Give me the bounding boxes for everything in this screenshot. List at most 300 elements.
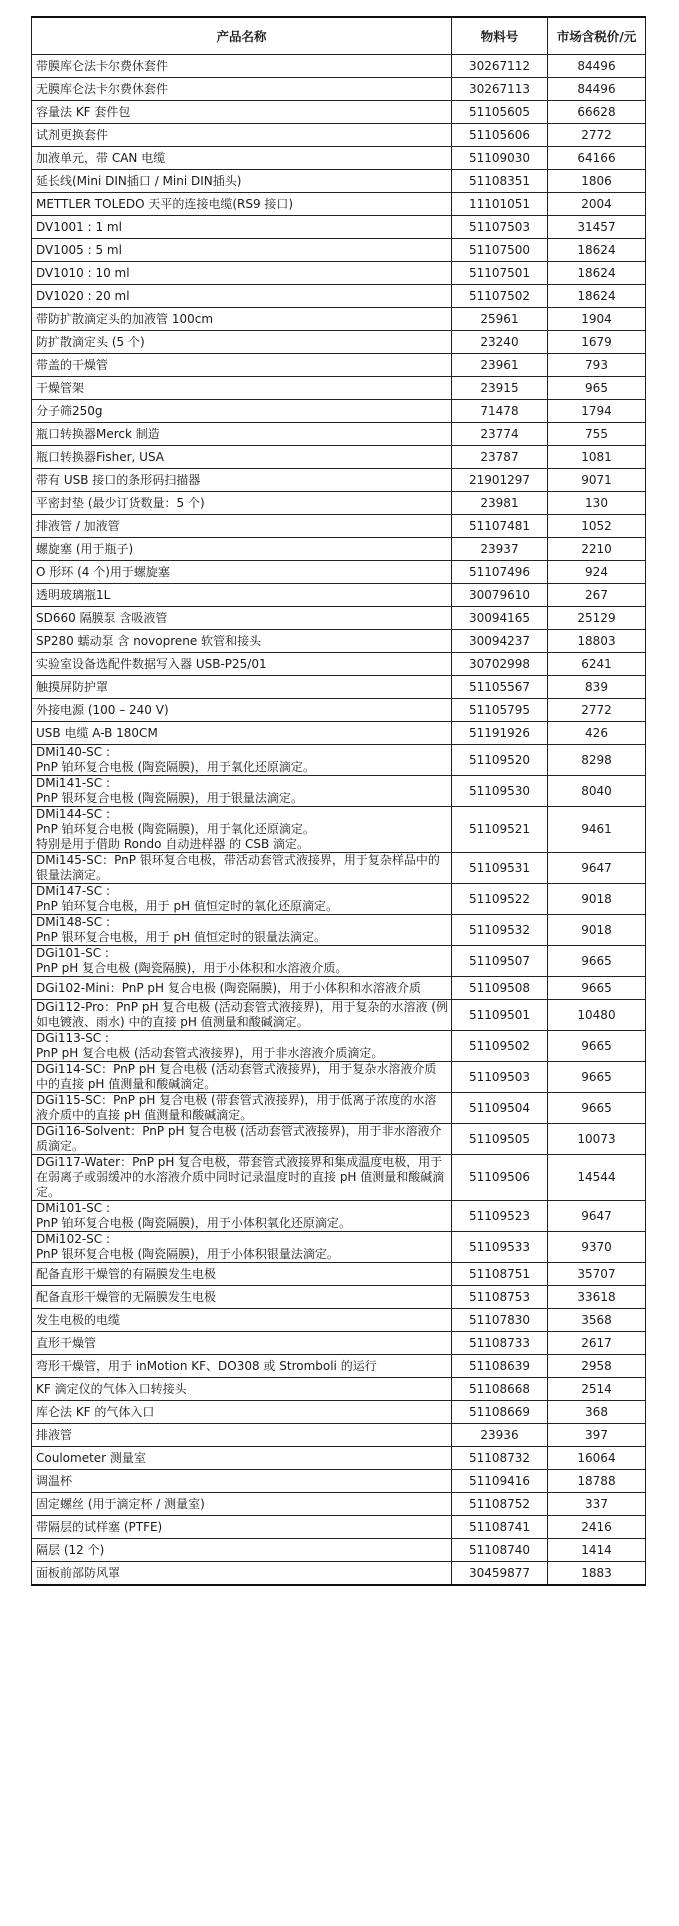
product-name-cell [32, 807, 452, 853]
price: 10073 [548, 1124, 646, 1155]
table-row [32, 776, 646, 807]
price: 9665 [548, 1062, 646, 1093]
part-number: 51105606 [452, 124, 548, 147]
product-name-cell [32, 607, 452, 630]
product-name: DGi102-Mini：PnP pH 复合电极 (陶瓷隔膜)，用于小体积和水溶液介质 [36, 980, 422, 995]
price: 1794 [548, 400, 646, 423]
table-row [32, 884, 646, 915]
part-number: 51109522 [452, 884, 548, 915]
part-number: 51107500 [452, 239, 548, 262]
product-name: 分子筛250g [36, 403, 103, 418]
product-name: 防扩散滴定头 (5 个) [36, 334, 145, 349]
table-header [32, 17, 646, 55]
product-name: DMi144-SC : PnP 铂环复合电极 (陶瓷隔膜)，用于氧化还原滴定。 特别是用于借助 Rondo 自动进样器 的 CSB 滴定。 [36, 807, 315, 851]
part-number: 51108740 [452, 1539, 548, 1562]
price: 2004 [548, 193, 646, 216]
table-row [32, 653, 646, 676]
part-number: 51107496 [452, 561, 548, 584]
price: 8298 [548, 745, 646, 776]
product-name-cell [32, 193, 452, 216]
price: 18803 [548, 630, 646, 653]
product-name: 带膜库仑法卡尔费休套件 [36, 58, 169, 73]
price: 1414 [548, 1539, 646, 1562]
product-name-cell [32, 308, 452, 331]
price: 9647 [548, 1201, 646, 1232]
header-product-name: 产品名称 [32, 17, 452, 55]
price: 9665 [548, 1093, 646, 1124]
part-number: 51109530 [452, 776, 548, 807]
product-name: Coulometer 测量室 [36, 1450, 146, 1465]
product-name: 排液管 / 加液管 [36, 518, 120, 533]
price: 337 [548, 1493, 646, 1516]
product-name: DGi116-Solvent：PnP pH 复合电极 (活动套管式液接界)，用于非水溶液介质滴定。 [36, 1124, 442, 1153]
product-name-cell [32, 699, 452, 722]
product-name: 带防扩散滴定头的加液管 100cm [36, 311, 214, 326]
table-row [32, 977, 646, 1000]
product-name-cell [32, 653, 452, 676]
price: 1052 [548, 515, 646, 538]
table-row [32, 1232, 646, 1263]
product-name-cell [32, 1093, 452, 1124]
product-name: 直形干燥管 [36, 1335, 97, 1350]
table-row [32, 216, 646, 239]
product-name: 调温杯 [36, 1473, 73, 1488]
product-name: 螺旋塞 (用于瓶子) [36, 541, 134, 556]
product-name: DMi145-SC：PnP 银环复合电极，带活动套管式液接界，用于复杂样品中的银量法滴定。 [36, 853, 440, 882]
product-name: DMi147-SC : PnP 铂环复合电极，用于 pH 值恒定时的氧化还原滴定。 [36, 884, 338, 913]
table-row [32, 630, 646, 653]
product-name-cell [32, 354, 452, 377]
product-name: SP280 蠕动泵 含 novoprene 软管和接头 [36, 633, 262, 648]
table-row [32, 1309, 646, 1332]
part-number: 30094237 [452, 630, 548, 653]
part-number: 51105567 [452, 676, 548, 699]
price: 66628 [548, 101, 646, 124]
price: 18624 [548, 262, 646, 285]
table-row [32, 400, 646, 423]
product-name: DV1010 : 10 ml [36, 265, 130, 280]
table-row [32, 469, 646, 492]
price: 9018 [548, 915, 646, 946]
product-name-cell [32, 101, 452, 124]
table-row [32, 331, 646, 354]
product-name-cell [32, 147, 452, 170]
part-number: 51109502 [452, 1031, 548, 1062]
product-name: 瓶口转换器Fisher, USA [36, 449, 164, 464]
product-name-cell [32, 584, 452, 607]
part-number: 51108639 [452, 1355, 548, 1378]
part-number: 51108351 [452, 170, 548, 193]
table-row [32, 147, 646, 170]
table-row [32, 193, 646, 216]
product-name: O 形环 (4 个)用于螺旋塞 [36, 564, 170, 579]
product-name-cell [32, 561, 452, 584]
part-number: 23240 [452, 331, 548, 354]
product-name: 试剂更换套件 [36, 127, 109, 142]
part-number: 51108732 [452, 1447, 548, 1470]
table-row [32, 853, 646, 884]
part-number: 51109505 [452, 1124, 548, 1155]
product-name: DGi113-SC : PnP pH 复合电极 (活动套管式液接界)，用于非水溶液介质滴定。 [36, 1031, 384, 1060]
product-name-cell [32, 1424, 452, 1447]
price: 84496 [548, 55, 646, 78]
part-number: 51108733 [452, 1332, 548, 1355]
part-number: 51109508 [452, 977, 548, 1000]
price: 10480 [548, 1000, 646, 1031]
product-name-cell [32, 515, 452, 538]
part-number: 51107830 [452, 1309, 548, 1332]
product-name-cell [32, 1000, 452, 1031]
product-name: DV1001 : 1 ml [36, 219, 122, 234]
table-row [32, 1263, 646, 1286]
product-name-cell [32, 1562, 452, 1586]
part-number: 51107481 [452, 515, 548, 538]
product-name-cell [32, 1201, 452, 1232]
product-name-cell [32, 1124, 452, 1155]
table-row [32, 699, 646, 722]
part-number: 11101051 [452, 193, 548, 216]
product-name: 外接电源 (100 – 240 V) [36, 702, 169, 717]
product-name-cell [32, 1516, 452, 1539]
part-number: 51108751 [452, 1263, 548, 1286]
table-row [32, 745, 646, 776]
part-number: 51191926 [452, 722, 548, 745]
product-name: 实验室设备选配件数据写入器 USB-P25/01 [36, 656, 267, 671]
product-name-cell [32, 946, 452, 977]
part-number: 51108752 [452, 1493, 548, 1516]
price: 18788 [548, 1470, 646, 1493]
part-number: 51109531 [452, 853, 548, 884]
price: 14544 [548, 1155, 646, 1201]
product-name-cell [32, 745, 452, 776]
product-name: DV1005 : 5 ml [36, 242, 122, 257]
table-row [32, 446, 646, 469]
part-number: 30702998 [452, 653, 548, 676]
table-row [32, 1562, 646, 1586]
product-name: 延长线(Mini DIN插口 / Mini DIN插头) [36, 173, 242, 188]
price: 755 [548, 423, 646, 446]
part-number: 51109504 [452, 1093, 548, 1124]
part-number: 23774 [452, 423, 548, 446]
product-name-cell [32, 538, 452, 561]
product-name: 带有 USB 接口的条形码扫描器 [36, 472, 201, 487]
table-row [32, 676, 646, 699]
product-name: 瓶口转换器Merck 制造 [36, 426, 160, 441]
table-row [32, 1201, 646, 1232]
header-row [32, 17, 646, 55]
price: 64166 [548, 147, 646, 170]
product-name-cell [32, 1447, 452, 1470]
part-number: 51107502 [452, 285, 548, 308]
price: 33618 [548, 1286, 646, 1309]
part-number: 30267112 [452, 55, 548, 78]
product-name: DMi102-SC : PnP 银环复合电极 (陶瓷隔膜)，用于小体积银量法滴定。 [36, 1232, 339, 1261]
product-name: 配备直形干燥管的有隔膜发生电极 [36, 1266, 217, 1281]
product-name: 库仑法 KF 的气体入口 [36, 1404, 155, 1419]
product-name-cell [32, 853, 452, 884]
price: 1883 [548, 1562, 646, 1586]
product-name-cell [32, 1332, 452, 1355]
table-row [32, 1470, 646, 1493]
price-table [31, 16, 646, 1586]
product-name: 加液单元，带 CAN 电缆 [36, 150, 166, 165]
price: 8040 [548, 776, 646, 807]
product-name-cell [32, 1470, 452, 1493]
product-name-cell [32, 977, 452, 1000]
price: 2416 [548, 1516, 646, 1539]
product-name-cell [32, 1401, 452, 1424]
part-number: 30459877 [452, 1562, 548, 1586]
product-name: USB 电缆 A-B 180CM [36, 725, 158, 740]
table-row [32, 308, 646, 331]
product-name: 平密封垫 (最少订货数量：5 个) [36, 495, 205, 510]
table-row [32, 1516, 646, 1539]
product-name: METTLER TOLEDO 天平的连接电缆(RS9 接口) [36, 196, 294, 211]
product-name-cell [32, 216, 452, 239]
price: 130 [548, 492, 646, 515]
product-name-cell [32, 124, 452, 147]
product-name: 透明玻璃瓶1L [36, 587, 111, 602]
price: 965 [548, 377, 646, 400]
product-name-cell [32, 884, 452, 915]
price: 397 [548, 1424, 646, 1447]
part-number: 23981 [452, 492, 548, 515]
price: 9665 [548, 977, 646, 1000]
product-name: 干燥管架 [36, 380, 85, 395]
product-name: 带盖的干燥管 [36, 357, 109, 372]
part-number: 51109532 [452, 915, 548, 946]
table-row [32, 1062, 646, 1093]
product-name-cell [32, 915, 452, 946]
product-name-cell [32, 377, 452, 400]
price: 25129 [548, 607, 646, 630]
table-row [32, 1447, 646, 1470]
part-number: 51107503 [452, 216, 548, 239]
part-number: 51109523 [452, 1201, 548, 1232]
product-name-cell [32, 1155, 452, 1201]
price: 2772 [548, 699, 646, 722]
product-name-cell [32, 722, 452, 745]
part-number: 51108741 [452, 1516, 548, 1539]
part-number: 51109030 [452, 147, 548, 170]
part-number: 30267113 [452, 78, 548, 101]
part-number: 51109503 [452, 1062, 548, 1093]
part-number: 25961 [452, 308, 548, 331]
price: 35707 [548, 1263, 646, 1286]
price: 9647 [548, 853, 646, 884]
product-name: DGi114-SC：PnP pH 复合电极 (活动套管式液接界)，用于复杂水溶液介质中的直接 pH 值测量和酸碱滴定。 [36, 1062, 437, 1091]
table-row [32, 1093, 646, 1124]
table-row [32, 946, 646, 977]
product-name-cell [32, 262, 452, 285]
product-name: 面板前部防风罩 [36, 1565, 121, 1580]
product-name: 发生电极的电缆 [36, 1312, 121, 1327]
price: 9461 [548, 807, 646, 853]
price: 2210 [548, 538, 646, 561]
product-name-cell [32, 1232, 452, 1263]
table-body [32, 55, 646, 1586]
price: 18624 [548, 239, 646, 262]
product-name: 无膜库仑法卡尔费休套件 [36, 81, 169, 96]
product-name: DMi101-SC : PnP 铂环复合电极 (陶瓷隔膜)，用于小体积氧化还原滴定。 [36, 1201, 351, 1230]
product-name-cell [32, 285, 452, 308]
table-row [32, 1539, 646, 1562]
price: 2958 [548, 1355, 646, 1378]
price: 1679 [548, 331, 646, 354]
product-name-cell [32, 1493, 452, 1516]
part-number: 23961 [452, 354, 548, 377]
part-number: 51109521 [452, 807, 548, 853]
price: 924 [548, 561, 646, 584]
price: 2772 [548, 124, 646, 147]
product-name: DGi117-Water：PnP pH 复合电极，带套管式液接界和集成温度电极，用于在弱离子或弱缓冲的水溶液介质中同时记录温度时的直接 pH 值测量和酸碱滴定。 [36, 1155, 445, 1199]
part-number: 30094165 [452, 607, 548, 630]
part-number: 30079610 [452, 584, 548, 607]
product-name: 配备直形干燥管的无隔膜发生电极 [36, 1289, 217, 1304]
product-name-cell [32, 446, 452, 469]
price: 1081 [548, 446, 646, 469]
part-number: 51105605 [452, 101, 548, 124]
product-name: DGi112-Pro：PnP pH 复合电极 (活动套管式液接界)，用于复杂的水溶液 (例如电镀液、雨水) 中的直接 pH 值测量和酸碱滴定。 [36, 1000, 448, 1029]
table-row [32, 515, 646, 538]
part-number: 21901297 [452, 469, 548, 492]
table-row [32, 807, 646, 853]
product-name-cell [32, 1286, 452, 1309]
table-row [32, 124, 646, 147]
product-name-cell [32, 676, 452, 699]
product-name: DMi141-SC : PnP 银环复合电极 (陶瓷隔膜)，用于银量法滴定。 [36, 776, 303, 805]
table-row [32, 423, 646, 446]
product-name-cell [32, 423, 452, 446]
table-row [32, 377, 646, 400]
table-row [32, 101, 646, 124]
product-name: 触摸屏防护罩 [36, 679, 109, 694]
price: 9665 [548, 946, 646, 977]
part-number: 51108668 [452, 1378, 548, 1401]
product-name-cell [32, 1355, 452, 1378]
part-number: 71478 [452, 400, 548, 423]
product-name-cell [32, 55, 452, 78]
table-row [32, 262, 646, 285]
product-name: 排液管 [36, 1427, 73, 1442]
table-row [32, 722, 646, 745]
table-row [32, 1155, 646, 1201]
product-name-cell [32, 1031, 452, 1062]
header-part-number: 物料号 [452, 17, 548, 55]
product-name: DMi148-SC : PnP 银环复合电极，用于 pH 值恒定时的银量法滴定。 [36, 915, 326, 944]
price: 1806 [548, 170, 646, 193]
product-name: 隔层 (12 个) [36, 1542, 105, 1557]
product-name: KF 滴定仪的气体入口转接头 [36, 1381, 187, 1396]
product-name-cell [32, 469, 452, 492]
part-number: 23915 [452, 377, 548, 400]
part-number: 51109520 [452, 745, 548, 776]
price: 9071 [548, 469, 646, 492]
price: 6241 [548, 653, 646, 676]
part-number: 23936 [452, 1424, 548, 1447]
table-row [32, 55, 646, 78]
price: 9665 [548, 1031, 646, 1062]
product-name: DGi101-SC : PnP pH 复合电极 (陶瓷隔膜)，用于小体积和水溶液介质。 [36, 946, 348, 975]
table-row [32, 78, 646, 101]
table-row [32, 607, 646, 630]
product-name-cell [32, 1263, 452, 1286]
part-number: 51108753 [452, 1286, 548, 1309]
price: 1904 [548, 308, 646, 331]
price: 18624 [548, 285, 646, 308]
table-row [32, 1378, 646, 1401]
price: 839 [548, 676, 646, 699]
price: 3568 [548, 1309, 646, 1332]
price: 9370 [548, 1232, 646, 1263]
price: 426 [548, 722, 646, 745]
table-row [32, 1493, 646, 1516]
product-name: SD660 隔膜泵 含吸液管 [36, 610, 168, 625]
product-name: 容量法 KF 套件包 [36, 104, 131, 119]
table-row [32, 285, 646, 308]
product-name: DMi140-SC : PnP 铂环复合电极 (陶瓷隔膜)，用于氧化还原滴定。 [36, 745, 315, 774]
product-name: 固定螺丝 (用于滴定杯 / 测量室) [36, 1496, 205, 1511]
part-number: 51109416 [452, 1470, 548, 1493]
product-name-cell [32, 630, 452, 653]
part-number: 51108669 [452, 1401, 548, 1424]
table-row [32, 584, 646, 607]
table-row [32, 1355, 646, 1378]
table-row [32, 354, 646, 377]
product-name-cell [32, 492, 452, 515]
product-name-cell [32, 400, 452, 423]
table-row [32, 239, 646, 262]
product-name: DV1020 : 20 ml [36, 288, 130, 303]
product-name-cell [32, 331, 452, 354]
product-name-cell [32, 170, 452, 193]
price: 2514 [548, 1378, 646, 1401]
part-number: 23937 [452, 538, 548, 561]
price: 368 [548, 1401, 646, 1424]
part-number: 51109533 [452, 1232, 548, 1263]
price: 793 [548, 354, 646, 377]
part-number: 51109501 [452, 1000, 548, 1031]
part-number: 51109506 [452, 1155, 548, 1201]
table-row [32, 1124, 646, 1155]
price: 84496 [548, 78, 646, 101]
table-row [32, 1000, 646, 1031]
product-name: 带隔层的试样塞 (PTFE) [36, 1519, 163, 1534]
product-name: 弯形干燥管，用于 inMotion KF、DO308 或 Stromboli 的运行 [36, 1358, 377, 1373]
table-row [32, 1332, 646, 1355]
table-row [32, 1424, 646, 1447]
price: 31457 [548, 216, 646, 239]
product-name-cell [32, 1378, 452, 1401]
product-name-cell [32, 78, 452, 101]
part-number: 23787 [452, 446, 548, 469]
product-name-cell [32, 1539, 452, 1562]
price: 16064 [548, 1447, 646, 1470]
table-row [32, 538, 646, 561]
product-name: DGi115-SC：PnP pH 复合电极 (带套管式液接界)，用于低离子浓度的水溶液介质中的直接 pH 值测量和酸碱滴定。 [36, 1093, 437, 1122]
product-name-cell [32, 239, 452, 262]
part-number: 51109507 [452, 946, 548, 977]
table-row [32, 561, 646, 584]
price: 9018 [548, 884, 646, 915]
product-name-cell [32, 776, 452, 807]
part-number: 51105795 [452, 699, 548, 722]
table-row [32, 915, 646, 946]
header-price: 市场含税价/元 [548, 17, 646, 55]
price: 2617 [548, 1332, 646, 1355]
table-row [32, 1031, 646, 1062]
table-row [32, 1401, 646, 1424]
